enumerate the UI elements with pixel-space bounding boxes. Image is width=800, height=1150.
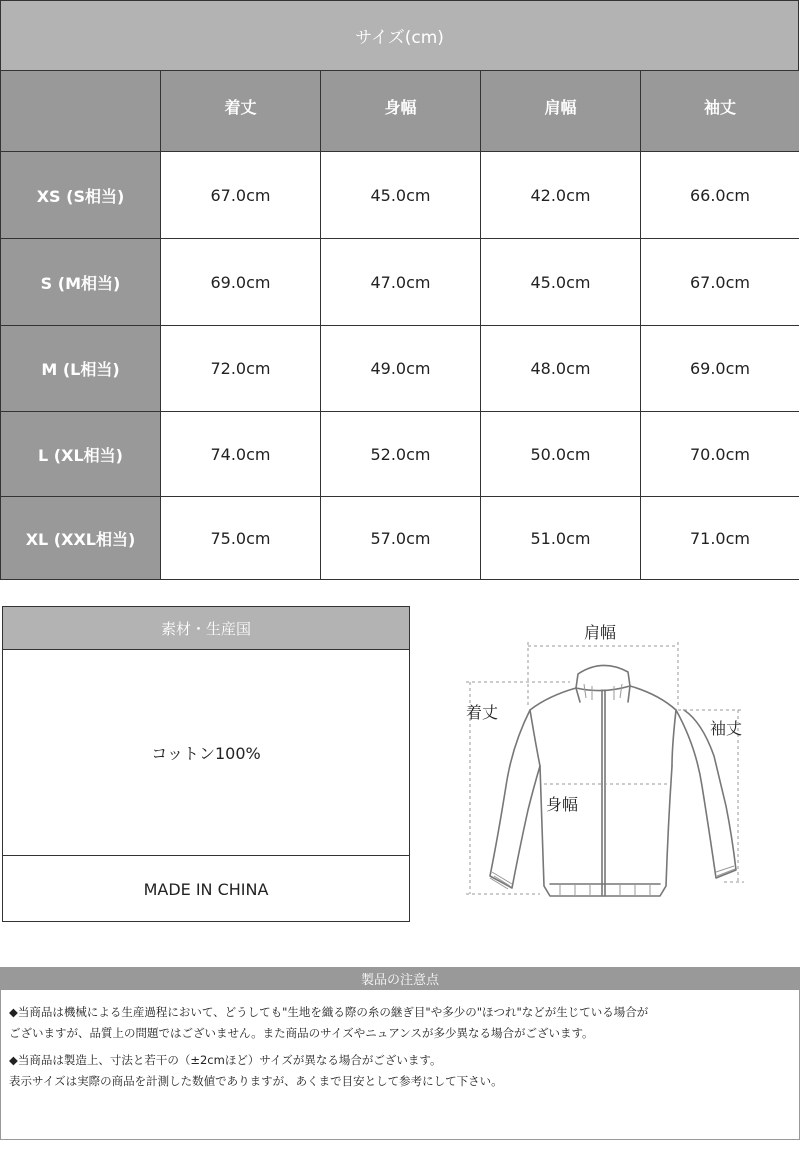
size-table-title: サイズ(cm)	[1, 1, 798, 71]
table-cell: 52.0cm	[321, 412, 481, 497]
notes-box	[0, 989, 800, 1140]
jacket-diagram-icon	[440, 606, 780, 916]
shoulder-width-label: 肩幅	[584, 623, 617, 642]
sleeve-length-label: 袖丈	[710, 719, 743, 738]
notes-line: ◆当商品は機械による生産過程において、どうしても"生地を織る際の糸の継ぎ目"や多少の"ほつれ"などが生じている場合が	[9, 1005, 649, 1019]
header-body-width: 身幅	[321, 71, 481, 152]
table-cell: 74.0cm	[161, 412, 321, 497]
table-cell: 45.0cm	[321, 152, 481, 239]
table-cell: 49.0cm	[321, 326, 481, 412]
notes-line: 表示サイズは実際の商品を計測した数値でありますが、あくまで目安として参考にして下さい。	[9, 1074, 503, 1088]
row-size-label: M (L相当)	[1, 326, 161, 412]
row-size-label: S (M相当)	[1, 239, 161, 326]
notes-line: ございますが、品質上の問題ではございません。また商品のサイズやニュアンスが多少異なる場合がございます。	[9, 1026, 594, 1040]
header-shoulder-width: 肩幅	[481, 71, 641, 152]
table-cell: 45.0cm	[481, 239, 641, 326]
body-width-label: 身幅	[546, 795, 579, 814]
header-corner-cell	[1, 71, 161, 152]
table-cell: 75.0cm	[161, 497, 321, 579]
measurement-diagram	[440, 606, 780, 916]
header-length: 着丈	[161, 71, 321, 152]
table-cell: 69.0cm	[641, 326, 799, 412]
country-of-origin: MADE IN CHINA	[143, 879, 269, 899]
table-cell: 67.0cm	[641, 239, 799, 326]
table-cell: 69.0cm	[161, 239, 321, 326]
table-cell: 72.0cm	[161, 326, 321, 412]
table-cell: 66.0cm	[641, 152, 799, 239]
table-cell: 48.0cm	[481, 326, 641, 412]
table-cell: 67.0cm	[161, 152, 321, 239]
header-sleeve-length: 袖丈	[641, 71, 799, 152]
table-cell: 70.0cm	[641, 412, 799, 497]
row-size-label: XL (XXL相当)	[1, 497, 161, 579]
material-box	[2, 606, 410, 922]
notes-title: 製品の注意点	[0, 967, 800, 989]
table-cell: 42.0cm	[481, 152, 641, 239]
notes-line: ◆当商品は製造上、寸法と若干の（±2cmほど）サイズが異なる場合がございます。	[9, 1053, 442, 1067]
table-cell: 57.0cm	[321, 497, 481, 579]
table-cell: 50.0cm	[481, 412, 641, 497]
material-composition: コットン100%	[3, 650, 409, 856]
material-title: 素材・生産国	[3, 607, 409, 650]
row-size-label: L (XL相当)	[1, 412, 161, 497]
table-cell: 71.0cm	[641, 497, 799, 579]
table-cell: 51.0cm	[481, 497, 641, 579]
length-label: 着丈	[466, 703, 499, 722]
table-cell: 47.0cm	[321, 239, 481, 326]
row-size-label: XS (S相当)	[1, 152, 161, 239]
